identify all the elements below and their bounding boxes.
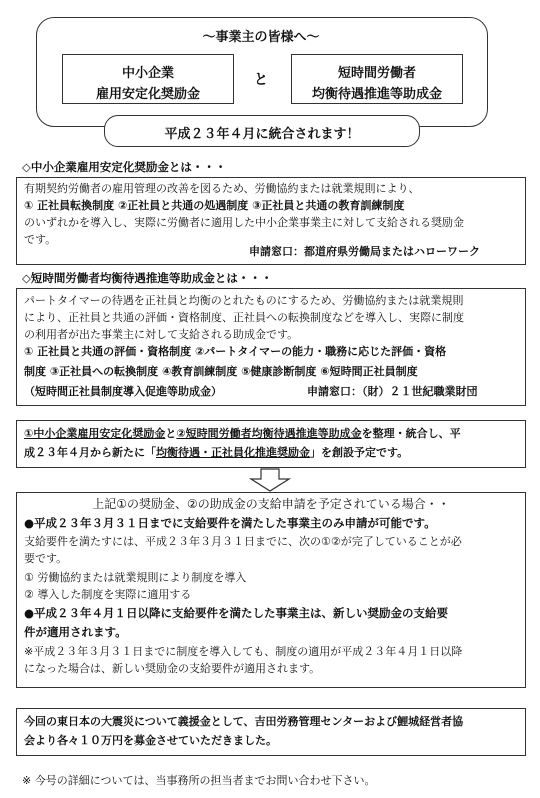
section2-box: [16, 288, 526, 406]
merge-notice: 平成２３年４月に統合されます！: [164, 127, 360, 142]
right-box-line2: 均衡待遇推進等助成金: [311, 87, 442, 102]
section1-window: 申請窓口：都道府県労働局またはハローワーク: [249, 245, 480, 258]
connector-text: と: [254, 72, 268, 88]
section4-para1b: 要です。: [24, 552, 68, 565]
section3-line2c: 」を創設予定です。: [310, 446, 409, 459]
section4-bullet2b: 件が適用されます。: [24, 625, 127, 639]
right-subsidy-box: [291, 54, 463, 104]
section1-line: です。: [24, 233, 57, 246]
section1-line: 有期契約労働者の雇用管理の改善を図るため、労働協約または就業規則により、: [24, 182, 420, 195]
section4-note1b: になった場合は、新しい奨励金の支給要件が適用されます。: [24, 662, 321, 675]
section4-title: 上記①の奨励金、②の助成金の支給申請を予定されている場合・・: [92, 497, 450, 511]
right-box-line1: 短時間労働者: [337, 66, 416, 81]
section1-line: のいずれかを導入し、実際に労働者に適用した中小企業事業主に対して支給される奨励金: [24, 216, 464, 229]
donation-line1: 今回の東日本の大震災について義援金として、吉田労務管理センターおよび鯉城経営者協: [24, 715, 464, 728]
section4-note1a: ※平成２３年３月３１日までに制度を導入しても、制度の適用が平成２３年４月１日以降: [24, 645, 463, 658]
new-subsidy-name: 均衡待遇・正社員化推進奨励金: [156, 446, 310, 459]
section2-line: ① 正社員と共通の評価・資格制度 ②パートタイマーの能力・職務に応じた評価・資格: [24, 345, 447, 358]
subsidy2-name: ②短時間労働者均衡待遇推進等助成金: [176, 427, 362, 440]
section3-line2: [24, 445, 408, 461]
section2-line: （短時間正社員制度導入促進等助成金）: [24, 385, 222, 398]
footer-note: ※ 今号の詳細については、当事務所の担当者までお問い合わせ下さい。: [22, 774, 376, 787]
left-subsidy-box: [62, 54, 234, 104]
section4-item2: ② 導入した制度を実際に適用する: [24, 588, 192, 601]
section2-line: により、正社員と共通の評価・資格制度、正社員への転換制度などを導入し、実際に制度: [24, 311, 464, 324]
section2-line: の利用者が出た事業主に対して支給される助成金です。: [24, 328, 299, 341]
section3-box: [16, 420, 526, 468]
down-arrow-icon: [249, 468, 291, 492]
greeting: 〜事業主の皆様へ〜: [202, 30, 320, 45]
section2-line: 制度 ③正社員への転換制度 ④教育訓練制度 ⑤健康診断制度 ⑥短時間正社員制度: [24, 365, 418, 378]
donation-box: [16, 708, 526, 756]
section1-line: ① 正社員転換制度 ②正社員と共通の処遇制度 ③正社員と共通の教育訓練制度: [24, 199, 405, 212]
merge-notice-box: [104, 115, 420, 147]
section4-bullet2a: ●平成２３年４月１日以降に支給要件を満たした事業主は、新しい奨励金の支給要: [24, 606, 449, 620]
section4-box: [16, 492, 526, 688]
section1-box: [16, 177, 526, 265]
section4-para1a: 支給要件を満たすには、平成２３年３月３１日までに、次の①②が完了していることが必: [24, 535, 462, 548]
section2-line: パートタイマーの待遇を正社員と均衡のとれたものにするため、労働協約または就業規則: [24, 294, 464, 307]
section4-bullet1: ●平成２３年３月３１日までに支給要件を満たした事業主のみ申請が可能です。: [24, 516, 436, 530]
section2-window: 申請窓口：（財）２１世紀職業財団: [307, 385, 478, 398]
left-box-line2: 雇用安定化奨励金: [95, 87, 200, 102]
section2-heading: ◇短時間労働者均衡待遇推進等助成金とは・・・: [22, 271, 273, 285]
left-box-line1: 中小企業: [121, 66, 174, 81]
section3-line2a: 成２３年４月から新たに「: [24, 446, 156, 459]
section1-heading: ◇中小企業雇用安定化奨励金とは・・・: [22, 160, 227, 174]
donation-line2: 会より各々１０万円を募金させていただきました。: [24, 734, 277, 747]
section3-line1: [24, 426, 461, 442]
section3-merge: を整理・統合し、平: [361, 427, 461, 440]
section3-and: と: [165, 427, 177, 440]
subsidy1-name: ①中小企業雇用安定化奨励金: [24, 427, 166, 440]
section4-item1: ① 労働協約または就業規則により制度を導入: [24, 571, 247, 584]
